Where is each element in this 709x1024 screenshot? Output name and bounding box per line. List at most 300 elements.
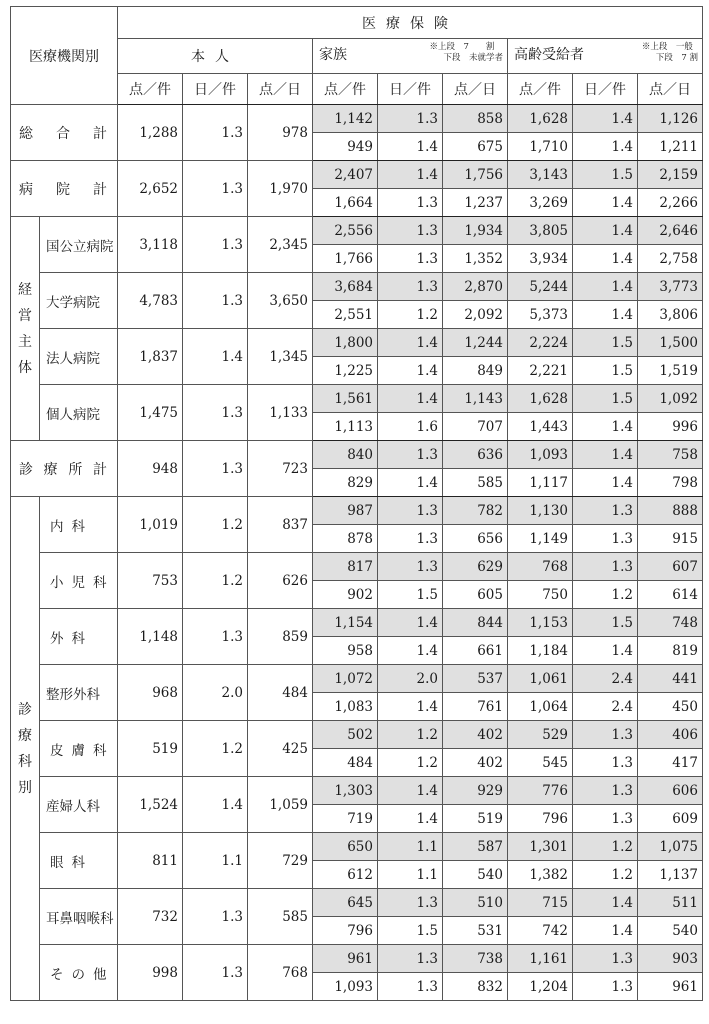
- honnin-cell: 948: [118, 441, 183, 497]
- honnin-cell: 1,345: [248, 329, 313, 385]
- upper-cell: 1.3: [378, 105, 443, 133]
- upper-cell: 511: [638, 889, 703, 917]
- honnin-cell: 1,133: [248, 385, 313, 441]
- honnin-cell: 1,288: [118, 105, 183, 161]
- lower-cell: 585: [443, 469, 508, 497]
- upper-cell: 1,161: [508, 945, 573, 973]
- unit-header: 点／件: [313, 74, 378, 105]
- lower-cell: 1.4: [573, 917, 638, 945]
- upper-cell: 1,628: [508, 105, 573, 133]
- upper-cell: 1.2: [573, 833, 638, 861]
- row-label: 外科: [40, 609, 118, 665]
- upper-cell: 1,153: [508, 609, 573, 637]
- upper-cell: 1.4: [378, 777, 443, 805]
- lower-cell: 1.2: [573, 581, 638, 609]
- upper-cell: 1,142: [313, 105, 378, 133]
- lower-cell: 3,934: [508, 245, 573, 273]
- upper-cell: 2.4: [573, 665, 638, 693]
- table-row: [11, 553, 703, 581]
- honnin-cell: 968: [118, 665, 183, 721]
- lower-cell: 902: [313, 581, 378, 609]
- honnin-cell: 1.2: [183, 721, 248, 777]
- upper-cell: 715: [508, 889, 573, 917]
- honnin-cell: 585: [248, 889, 313, 945]
- lower-cell: 1.4: [378, 805, 443, 833]
- upper-cell: 1,303: [313, 777, 378, 805]
- unit-header: 日／件: [378, 74, 443, 105]
- lower-cell: 3,806: [638, 301, 703, 329]
- lower-cell: 1,211: [638, 133, 703, 161]
- group-label-keiei: [11, 217, 40, 441]
- lower-cell: 1.4: [378, 357, 443, 385]
- honnin-cell: 1,059: [248, 777, 313, 833]
- table-row: [11, 441, 703, 469]
- kourei-note-upper: ※上段 一般: [641, 42, 693, 52]
- lower-cell: 1.3: [573, 805, 638, 833]
- honnin-cell: 732: [118, 889, 183, 945]
- row-label: 診療所計: [11, 441, 118, 497]
- row-label: 法人病院: [40, 329, 118, 385]
- upper-cell: 1.4: [573, 273, 638, 301]
- honnin-cell: 1,475: [118, 385, 183, 441]
- honnin-cell: 723: [248, 441, 313, 497]
- lower-cell: 829: [313, 469, 378, 497]
- group-char: 主: [18, 333, 32, 350]
- lower-cell: 1,064: [508, 693, 573, 721]
- lower-cell: 417: [638, 749, 703, 777]
- institution-header: 医療機関別: [11, 7, 118, 105]
- upper-cell: 738: [443, 945, 508, 973]
- lower-cell: 1.5: [378, 581, 443, 609]
- upper-cell: 2,556: [313, 217, 378, 245]
- upper-cell: 1,126: [638, 105, 703, 133]
- honnin-cell: 1.3: [183, 945, 248, 1001]
- lower-cell: 1,225: [313, 357, 378, 385]
- honnin-cell: 1.2: [183, 553, 248, 609]
- table-row: [11, 105, 703, 133]
- honnin-cell: 1.1: [183, 833, 248, 889]
- upper-cell: 510: [443, 889, 508, 917]
- lower-cell: 1,443: [508, 413, 573, 441]
- row-label: 整形外科: [40, 665, 118, 721]
- kourei-note: [642, 42, 698, 64]
- upper-cell: 1.2: [378, 721, 443, 749]
- honnin-cell: 1.3: [183, 161, 248, 217]
- upper-cell: 1,301: [508, 833, 573, 861]
- lower-cell: 719: [313, 805, 378, 833]
- honnin-cell: 1.4: [183, 329, 248, 385]
- row-label: 大学病院: [40, 273, 118, 329]
- honnin-cell: 1.4: [183, 777, 248, 833]
- upper-cell: 3,143: [508, 161, 573, 189]
- upper-cell: 2,646: [638, 217, 703, 245]
- lower-cell: 1.4: [573, 245, 638, 273]
- table-row: [11, 945, 703, 973]
- upper-cell: 1.3: [378, 497, 443, 525]
- unit-header: 点／日: [638, 74, 703, 105]
- upper-cell: 529: [508, 721, 573, 749]
- table-row: [11, 161, 703, 189]
- upper-cell: 768: [508, 553, 573, 581]
- lower-cell: 519: [443, 805, 508, 833]
- upper-cell: 1.5: [573, 385, 638, 413]
- honnin-cell: 1.3: [183, 385, 248, 441]
- group-char: 経: [18, 281, 32, 298]
- honnin-cell: 1,019: [118, 497, 183, 553]
- lower-cell: 545: [508, 749, 573, 777]
- honnin-cell: 1.3: [183, 609, 248, 665]
- table-row: [11, 385, 703, 413]
- upper-cell: 1,934: [443, 217, 508, 245]
- lower-cell: 849: [443, 357, 508, 385]
- honnin-cell: 1,970: [248, 161, 313, 217]
- upper-cell: 1.4: [573, 105, 638, 133]
- lower-cell: 2,758: [638, 245, 703, 273]
- upper-cell: 2,224: [508, 329, 573, 357]
- kazoku-label: 家族: [319, 47, 347, 63]
- lower-cell: 1.2: [378, 301, 443, 329]
- lower-cell: 1,184: [508, 637, 573, 665]
- upper-cell: 1.3: [378, 945, 443, 973]
- row-label: 小児科: [40, 553, 118, 609]
- lower-cell: 1,093: [313, 973, 378, 1001]
- upper-cell: 537: [443, 665, 508, 693]
- lower-cell: 1.5: [573, 357, 638, 385]
- lower-cell: 949: [313, 133, 378, 161]
- group-char: 別: [18, 779, 32, 796]
- honnin-cell: 519: [118, 721, 183, 777]
- honnin-cell: 425: [248, 721, 313, 777]
- lower-cell: 750: [508, 581, 573, 609]
- row-label: 眼科: [40, 833, 118, 889]
- lower-cell: 1.4: [573, 413, 638, 441]
- unit-header: 点／日: [443, 74, 508, 105]
- lower-cell: 2.4: [573, 693, 638, 721]
- upper-cell: 1.3: [378, 441, 443, 469]
- lower-cell: 614: [638, 581, 703, 609]
- honnin-cell: 2,652: [118, 161, 183, 217]
- upper-cell: 1.5: [573, 329, 638, 357]
- upper-cell: 1.3: [573, 945, 638, 973]
- lower-cell: 1.3: [378, 189, 443, 217]
- lower-cell: 1.4: [378, 693, 443, 721]
- lower-cell: 1,083: [313, 693, 378, 721]
- lower-cell: 832: [443, 973, 508, 1001]
- lower-cell: 1.3: [573, 973, 638, 1001]
- upper-cell: 607: [638, 553, 703, 581]
- lower-cell: 484: [313, 749, 378, 777]
- unit-header: 日／件: [573, 74, 638, 105]
- upper-cell: 987: [313, 497, 378, 525]
- lower-cell: 675: [443, 133, 508, 161]
- upper-cell: 3,773: [638, 273, 703, 301]
- upper-cell: 2,870: [443, 273, 508, 301]
- upper-cell: 1,061: [508, 665, 573, 693]
- table-row: [11, 833, 703, 861]
- row-label: 総合計: [11, 105, 118, 161]
- honnin-cell: 3,650: [248, 273, 313, 329]
- lower-cell: 540: [638, 917, 703, 945]
- row-label: その他: [40, 945, 118, 1001]
- upper-cell: 1,800: [313, 329, 378, 357]
- upper-cell: 1.4: [378, 385, 443, 413]
- lower-cell: 707: [443, 413, 508, 441]
- lower-cell: 656: [443, 525, 508, 553]
- table-row: [11, 665, 703, 693]
- upper-cell: 1.5: [573, 161, 638, 189]
- honnin-cell: 978: [248, 105, 313, 161]
- lower-cell: 761: [443, 693, 508, 721]
- upper-cell: 1.3: [573, 721, 638, 749]
- upper-cell: 776: [508, 777, 573, 805]
- upper-cell: 1,244: [443, 329, 508, 357]
- upper-cell: 1,143: [443, 385, 508, 413]
- row-label: 国公立病院: [40, 217, 118, 273]
- honnin-cell: 1.3: [183, 105, 248, 161]
- lower-cell: 1.4: [573, 133, 638, 161]
- upper-cell: 1.4: [378, 329, 443, 357]
- upper-cell: 1.4: [378, 609, 443, 637]
- group-label-shinryo: [11, 497, 40, 1001]
- lower-cell: 1.4: [573, 637, 638, 665]
- group-char: 診: [18, 701, 32, 718]
- table-row: [11, 273, 703, 301]
- lower-cell: 3,269: [508, 189, 573, 217]
- lower-cell: 1,137: [638, 861, 703, 889]
- upper-cell: 606: [638, 777, 703, 805]
- kazoku-note-lower: 下段 未就学者: [443, 53, 503, 63]
- lower-cell: 612: [313, 861, 378, 889]
- kourei-note-lower: 下段 7 割: [655, 53, 698, 63]
- upper-cell: 650: [313, 833, 378, 861]
- upper-cell: 2.0: [378, 665, 443, 693]
- lower-cell: 1.4: [378, 133, 443, 161]
- honnin-cell: 859: [248, 609, 313, 665]
- title-header: 医療保険: [118, 7, 703, 39]
- honnin-cell: 1,148: [118, 609, 183, 665]
- honnin-cell: 753: [118, 553, 183, 609]
- upper-cell: 1,092: [638, 385, 703, 413]
- upper-cell: 1.3: [378, 553, 443, 581]
- row-label: 耳鼻咽喉科: [40, 889, 118, 945]
- upper-cell: 1.5: [573, 609, 638, 637]
- lower-cell: 2,092: [443, 301, 508, 329]
- lower-cell: 1.4: [573, 189, 638, 217]
- upper-cell: 888: [638, 497, 703, 525]
- upper-cell: 2,159: [638, 161, 703, 189]
- upper-cell: 929: [443, 777, 508, 805]
- lower-cell: 1.4: [573, 469, 638, 497]
- honnin-header: 本人: [118, 39, 313, 74]
- lower-cell: 1.2: [573, 861, 638, 889]
- lower-cell: 1,710: [508, 133, 573, 161]
- upper-cell: 840: [313, 441, 378, 469]
- lower-cell: 2,551: [313, 301, 378, 329]
- lower-cell: 961: [638, 973, 703, 1001]
- upper-cell: 1.3: [378, 273, 443, 301]
- kazoku-note-upper: ※上段 7 割: [429, 42, 495, 52]
- row-label: 個人病院: [40, 385, 118, 441]
- lower-cell: 1.1: [378, 861, 443, 889]
- upper-cell: 406: [638, 721, 703, 749]
- honnin-cell: 484: [248, 665, 313, 721]
- lower-cell: 1,519: [638, 357, 703, 385]
- honnin-cell: 1.3: [183, 217, 248, 273]
- lower-cell: 2,266: [638, 189, 703, 217]
- upper-cell: 1.3: [573, 497, 638, 525]
- kazoku-header: [313, 39, 508, 74]
- upper-cell: 502: [313, 721, 378, 749]
- lower-cell: 2,221: [508, 357, 573, 385]
- lower-cell: 1,766: [313, 245, 378, 273]
- lower-cell: 1.2: [378, 749, 443, 777]
- lower-cell: 1.4: [378, 637, 443, 665]
- unit-header: 日／件: [183, 74, 248, 105]
- table-row: [11, 609, 703, 637]
- lower-cell: 1.3: [378, 245, 443, 273]
- table-row: [11, 217, 703, 245]
- row-label: 内科: [40, 497, 118, 553]
- lower-cell: 661: [443, 637, 508, 665]
- lower-cell: 819: [638, 637, 703, 665]
- honnin-cell: 3,118: [118, 217, 183, 273]
- upper-cell: 1.3: [573, 553, 638, 581]
- upper-cell: 782: [443, 497, 508, 525]
- upper-cell: 629: [443, 553, 508, 581]
- honnin-cell: 626: [248, 553, 313, 609]
- lower-cell: 1,204: [508, 973, 573, 1001]
- lower-cell: 1.3: [573, 525, 638, 553]
- honnin-cell: 1.3: [183, 889, 248, 945]
- table-row: [11, 497, 703, 525]
- lower-cell: 1,113: [313, 413, 378, 441]
- lower-cell: 540: [443, 861, 508, 889]
- honnin-cell: 1.3: [183, 273, 248, 329]
- lower-cell: 5,373: [508, 301, 573, 329]
- table-row: [11, 721, 703, 749]
- unit-header: 点／件: [118, 74, 183, 105]
- upper-cell: 748: [638, 609, 703, 637]
- upper-cell: 1,093: [508, 441, 573, 469]
- lower-cell: 958: [313, 637, 378, 665]
- upper-cell: 1.4: [573, 441, 638, 469]
- upper-cell: 1.3: [378, 889, 443, 917]
- row-label: 皮膚科: [40, 721, 118, 777]
- medical-insurance-table: [10, 6, 703, 1001]
- upper-cell: 1,500: [638, 329, 703, 357]
- honnin-cell: 768: [248, 945, 313, 1001]
- upper-cell: 1,628: [508, 385, 573, 413]
- upper-cell: 961: [313, 945, 378, 973]
- lower-cell: 1.5: [378, 917, 443, 945]
- upper-cell: 3,805: [508, 217, 573, 245]
- honnin-cell: 4,783: [118, 273, 183, 329]
- upper-cell: 441: [638, 665, 703, 693]
- upper-cell: 2,407: [313, 161, 378, 189]
- lower-cell: 742: [508, 917, 573, 945]
- honnin-cell: 1,524: [118, 777, 183, 833]
- lower-cell: 531: [443, 917, 508, 945]
- group-char: 科: [18, 753, 32, 770]
- upper-cell: 3,684: [313, 273, 378, 301]
- honnin-cell: 1,837: [118, 329, 183, 385]
- lower-cell: 1.3: [378, 525, 443, 553]
- upper-cell: 1.4: [573, 217, 638, 245]
- lower-cell: 1,237: [443, 189, 508, 217]
- upper-cell: 1.4: [378, 161, 443, 189]
- upper-cell: 402: [443, 721, 508, 749]
- lower-cell: 605: [443, 581, 508, 609]
- upper-cell: 817: [313, 553, 378, 581]
- upper-cell: 1,561: [313, 385, 378, 413]
- upper-cell: 903: [638, 945, 703, 973]
- lower-cell: 1,149: [508, 525, 573, 553]
- upper-cell: 1,075: [638, 833, 703, 861]
- row-label: 産婦人科: [40, 777, 118, 833]
- upper-cell: 645: [313, 889, 378, 917]
- upper-cell: 1,072: [313, 665, 378, 693]
- lower-cell: 796: [313, 917, 378, 945]
- kourei-label: 高齢受給者: [514, 47, 584, 63]
- kazoku-note: [429, 42, 503, 64]
- table-row: [11, 889, 703, 917]
- honnin-cell: 811: [118, 833, 183, 889]
- upper-cell: 1,154: [313, 609, 378, 637]
- lower-cell: 915: [638, 525, 703, 553]
- lower-cell: 1,117: [508, 469, 573, 497]
- upper-cell: 587: [443, 833, 508, 861]
- lower-cell: 878: [313, 525, 378, 553]
- lower-cell: 1,382: [508, 861, 573, 889]
- lower-cell: 1,352: [443, 245, 508, 273]
- upper-cell: 5,244: [508, 273, 573, 301]
- lower-cell: 1,664: [313, 189, 378, 217]
- honnin-cell: 1.2: [183, 497, 248, 553]
- lower-cell: 1.6: [378, 413, 443, 441]
- upper-cell: 1.4: [573, 889, 638, 917]
- table-row: [11, 777, 703, 805]
- upper-cell: 1,130: [508, 497, 573, 525]
- honnin-cell: 2.0: [183, 665, 248, 721]
- lower-cell: 1.4: [378, 469, 443, 497]
- lower-cell: 402: [443, 749, 508, 777]
- upper-cell: 758: [638, 441, 703, 469]
- honnin-cell: 998: [118, 945, 183, 1001]
- upper-cell: 1.3: [378, 217, 443, 245]
- unit-header: 点／件: [508, 74, 573, 105]
- honnin-cell: 729: [248, 833, 313, 889]
- lower-cell: 1.3: [573, 749, 638, 777]
- lower-cell: 796: [508, 805, 573, 833]
- lower-cell: 450: [638, 693, 703, 721]
- upper-cell: 844: [443, 609, 508, 637]
- upper-cell: 636: [443, 441, 508, 469]
- lower-cell: 609: [638, 805, 703, 833]
- upper-cell: 1,756: [443, 161, 508, 189]
- upper-cell: 858: [443, 105, 508, 133]
- upper-cell: 1.3: [573, 777, 638, 805]
- lower-cell: 1.4: [573, 301, 638, 329]
- table-row: [11, 329, 703, 357]
- lower-cell: 1.3: [378, 973, 443, 1001]
- honnin-cell: 1.3: [183, 441, 248, 497]
- group-char: 療: [18, 727, 32, 744]
- honnin-cell: 2,345: [248, 217, 313, 273]
- lower-cell: 996: [638, 413, 703, 441]
- unit-header: 点／日: [248, 74, 313, 105]
- lower-cell: 798: [638, 469, 703, 497]
- group-char: 営: [18, 307, 32, 324]
